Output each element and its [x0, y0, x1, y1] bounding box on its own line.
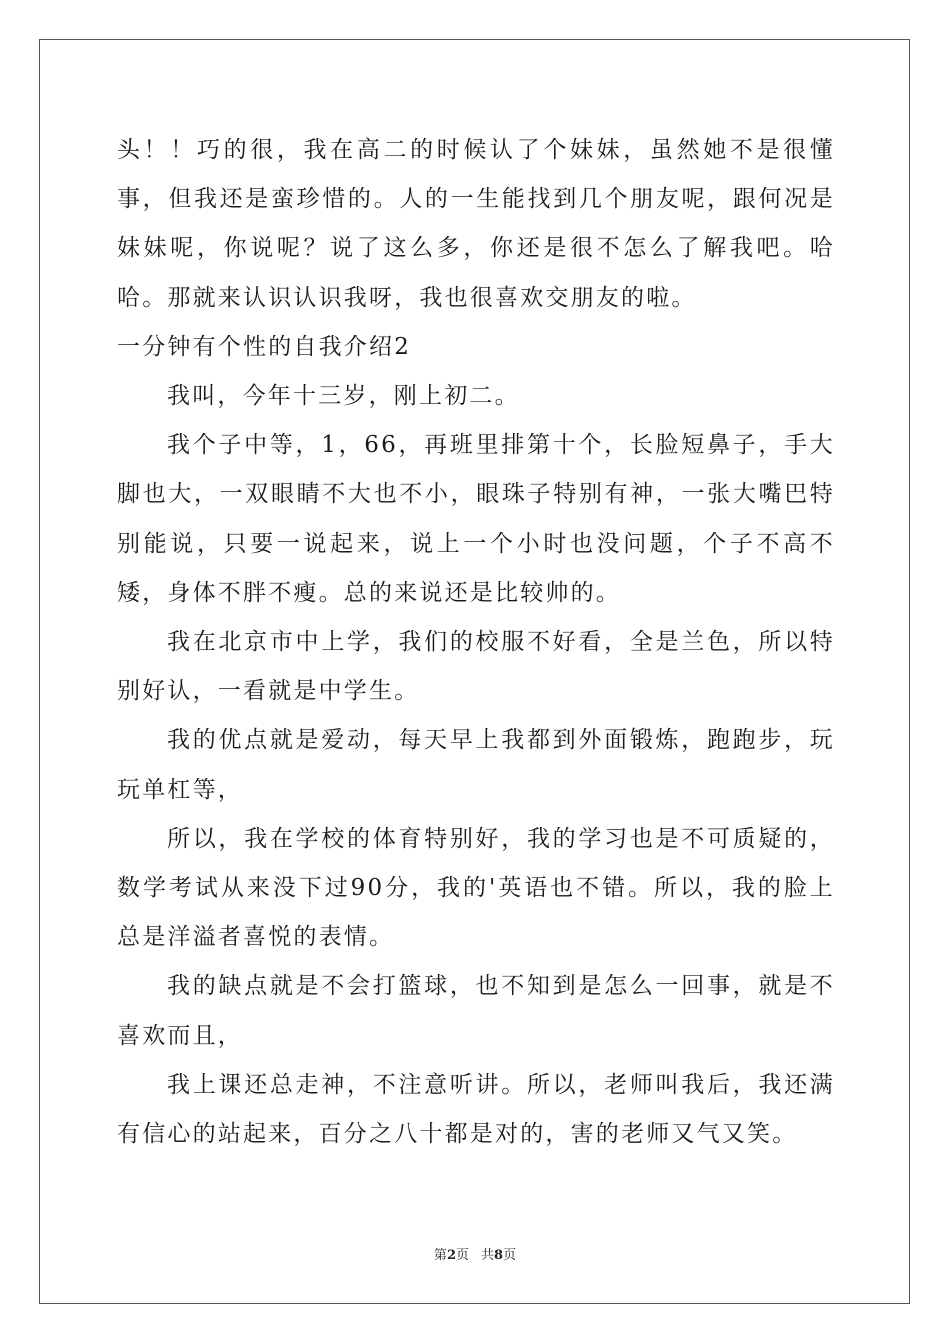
page-prefix: 第 — [433, 1248, 447, 1263]
total-pages: 8 — [494, 1248, 504, 1263]
paragraph: 我在北京市中上学，我们的校服不好看，全是兰色，所以特别好认，一看就是中学生。 — [117, 629, 835, 705]
page-footer — [0, 1247, 950, 1265]
paragraph: 我的优点就是爱动，每天早上我都到外面锻炼，跑跑步，玩玩单杠等， — [117, 727, 835, 803]
total-suffix: 页 — [503, 1248, 517, 1263]
section-heading: 一分钟有个性的自我介绍2 — [117, 333, 412, 360]
paragraph-continuation: 头！！巧的很，我在高二的时候认了个妹妹，虽然她不是很懂事，但我还是蛮珍惜的。人的一生能找到几个朋友呢，跟何况是妹妹呢，你说呢？说了这么多，你还是很不怎么了解我吧。哈哈。那就来认识认识我呀，我也很喜欢交朋友的啦。 — [117, 137, 835, 311]
paragraph: 我上课还总走神，不注意听讲。所以，老师叫我后，我还满有信心的站起来，百分之八十都是对的，害的老师又气又笑。 — [117, 1071, 835, 1148]
document-body — [117, 126, 835, 1159]
page-number: 2 — [446, 1248, 456, 1263]
paragraph: 我叫，今年十三岁，刚上初二。 — [167, 383, 520, 410]
total-prefix: 共 — [481, 1248, 495, 1263]
paragraph: 所以，我在学校的体育特别好，我的学习也是不可质疑的，数学考试从来没下过90分，我的'英语也不错。所以，我的脸上总是洋溢者喜悦的表情。 — [117, 825, 835, 951]
page-suffix: 页 — [455, 1248, 469, 1263]
paragraph: 我个子中等，1，66，再班里排第十个，长脸短鼻子，手大脚也大，一双眼睛不大也不小，眼珠子特别有神，一张大嘴巴特别能说，只要一说起来，说上一个小时也没问题，个子不高不矮，身体不胖不瘦。总的来说还是比较帅的。 — [117, 432, 835, 606]
paragraph: 我的缺点就是不会打篮球，也不知到是怎么一回事，就是不喜欢而且， — [117, 973, 835, 1049]
